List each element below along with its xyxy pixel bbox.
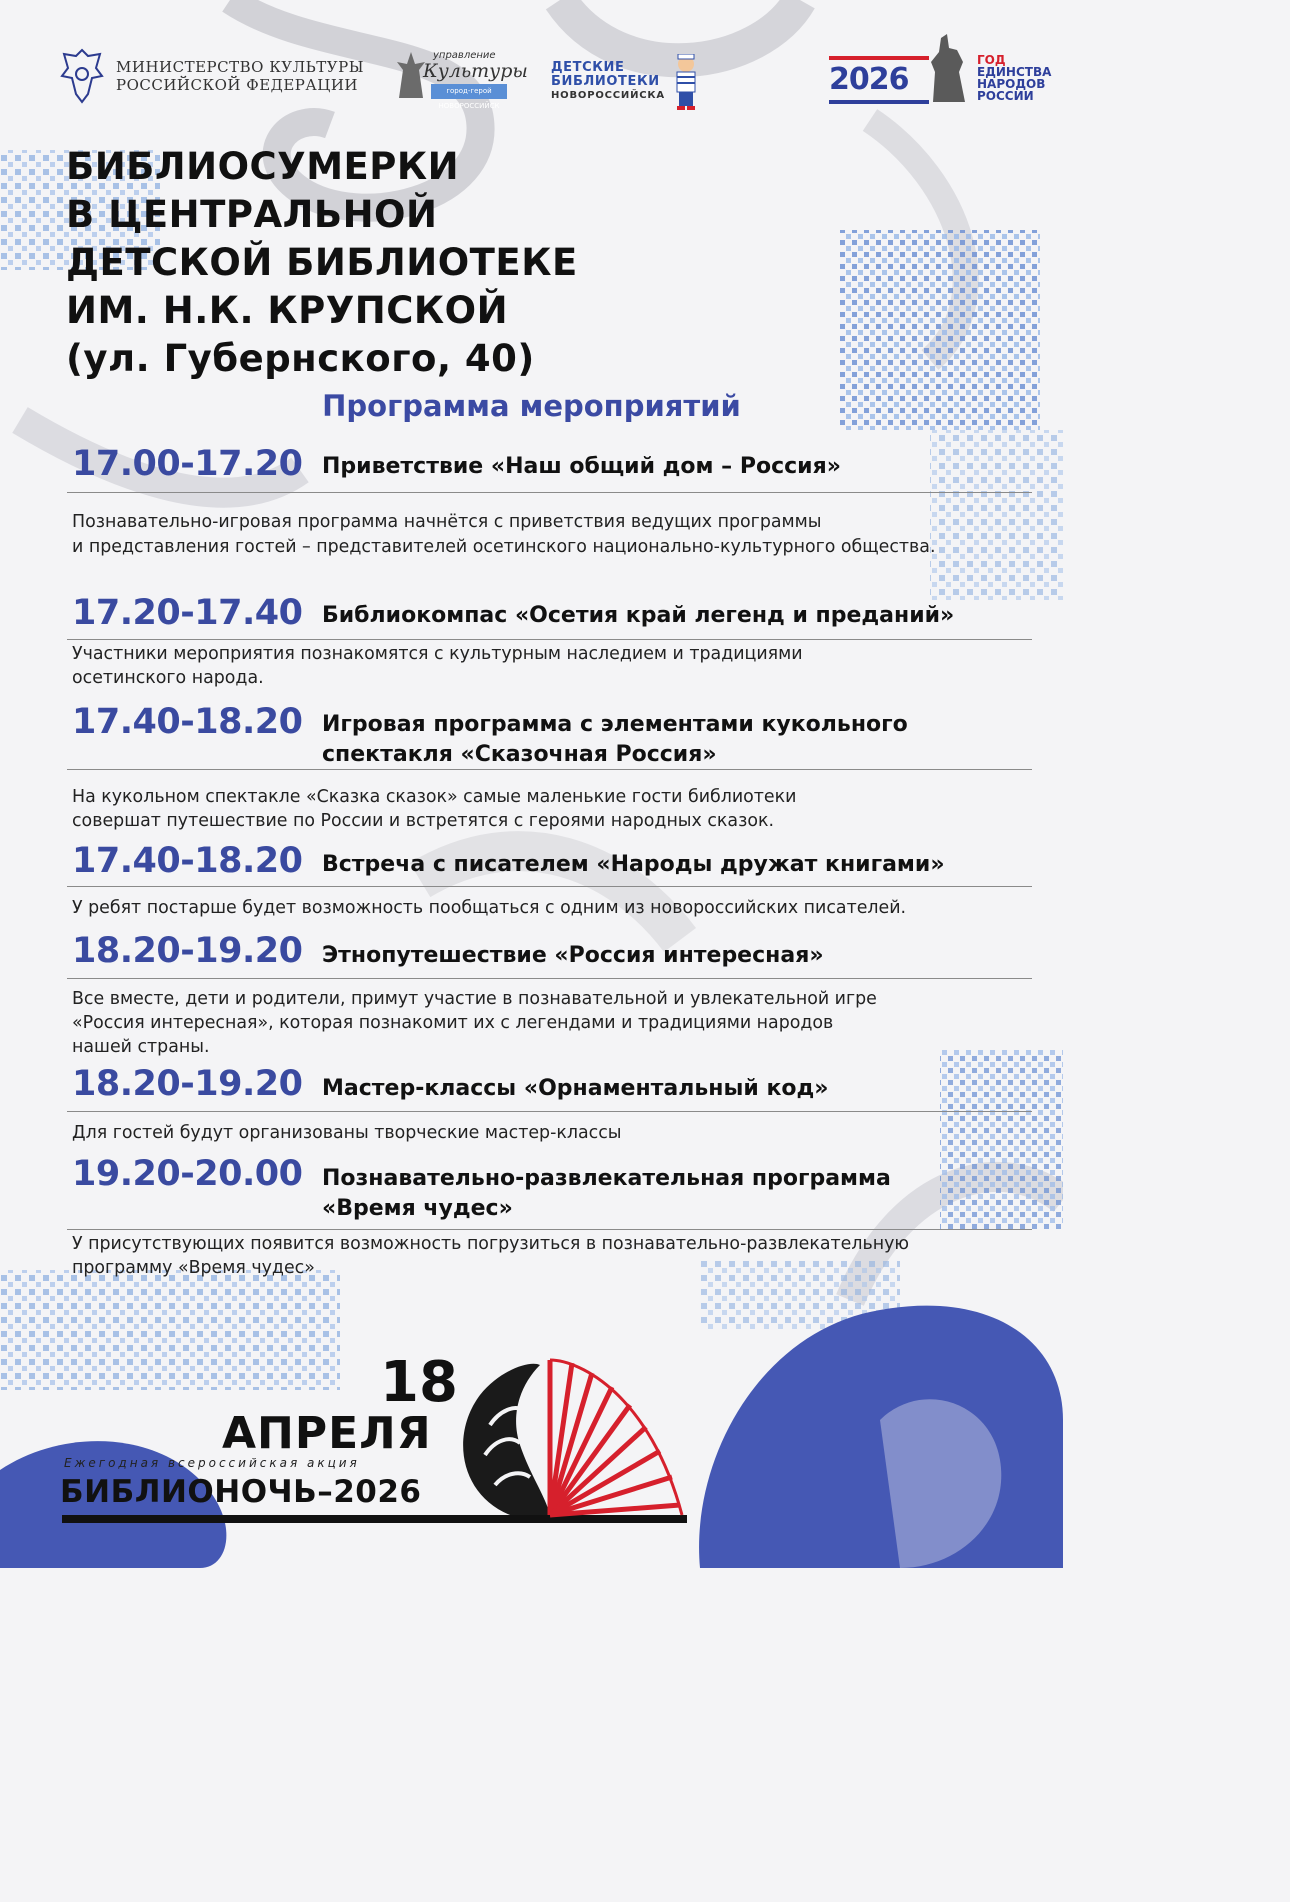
event-description: Участники мероприятия познакомятся с культурным наследием и традициями bbox=[72, 644, 803, 664]
divider bbox=[67, 978, 1032, 979]
title-line-2: В ЦЕНТРАЛЬНОЙ bbox=[66, 193, 438, 236]
event-description: Все вместе, дети и родители, примут участие в познавательной и увлекательной игре bbox=[72, 989, 877, 1009]
event-time: 17.00-17.20 bbox=[72, 444, 303, 484]
culture-dept-city: город-герой НОВОРОССИЙСК bbox=[431, 84, 507, 99]
event-title: Этнопутешествие «Россия интересная» bbox=[322, 943, 824, 968]
kids-libraries-logo bbox=[551, 54, 703, 110]
event-description: нашей страны. bbox=[72, 1037, 210, 1057]
kids-libraries-line-1: ДЕТСКИЕ bbox=[551, 60, 625, 75]
kids-libraries-line-3: НОВОРОССИЙСКА bbox=[551, 90, 665, 101]
event-description: Познавательно-игровая программа начнётся с приветствия ведущих программы bbox=[72, 512, 822, 532]
event-description: У ребят постарше будет возможность пообщаться с одним из новороссийских писателей. bbox=[72, 898, 907, 918]
biblionight-emblem-icon bbox=[450, 1355, 690, 1525]
event-title: Библиокомпас «Осетия край легенд и преданий» bbox=[322, 603, 955, 628]
event-title: Познавательно-развлекательная программа bbox=[322, 1166, 891, 1191]
event-description: и представления гостей – представителей осетинского национально-культурного общества. bbox=[72, 537, 936, 557]
culture-dept-prefix: управление bbox=[433, 50, 496, 61]
ministry-logo bbox=[58, 46, 364, 106]
event-title: Игровая программа с элементами кукольного bbox=[322, 712, 908, 737]
year-text bbox=[977, 54, 1051, 102]
event-description: На кукольном спектакле «Сказка сказок» самые маленькие гости библиотеки bbox=[72, 787, 797, 807]
ministry-line-1: МИНИСТЕРСТВО КУЛЬТУРЫ bbox=[116, 58, 364, 76]
event-title: «Время чудес» bbox=[322, 1196, 513, 1221]
blue-stripe bbox=[829, 100, 929, 104]
event-time: 19.20-20.00 bbox=[72, 1154, 303, 1194]
footer-action: Ежегодная всероссийская акция bbox=[64, 1456, 360, 1470]
divider bbox=[67, 769, 1032, 770]
event-time: 17.20-17.40 bbox=[72, 593, 303, 633]
year-number: 2026 bbox=[829, 62, 909, 97]
event-description: совершат путешествие по России и встретятся с героями народных сказок. bbox=[72, 811, 775, 831]
ministry-line-2: РОССИЙСКОЙ ФЕДЕРАЦИИ bbox=[116, 76, 358, 94]
divider bbox=[67, 1111, 1032, 1112]
event-description: «Россия интересная», которая познакомит их с легендами и традициями народов bbox=[72, 1013, 834, 1033]
footer-event-name: БИБЛИОНОЧЬ–2026 bbox=[60, 1474, 422, 1510]
event-title: Приветствие «Наш общий дом – Россия» bbox=[322, 454, 841, 479]
divider bbox=[67, 1229, 1032, 1230]
divider bbox=[67, 886, 1032, 887]
title-line-3: ДЕТСКОЙ БИБЛИОТЕКЕ bbox=[66, 241, 578, 284]
divider bbox=[67, 639, 1032, 640]
year-text-3: НАРОДОВ bbox=[977, 77, 1046, 91]
kids-libraries-line-2: БИБЛИОТЕКИ bbox=[551, 74, 660, 89]
sailor-boy-icon bbox=[669, 54, 703, 110]
event-description: программу «Время чудес» bbox=[72, 1258, 315, 1278]
year-of-unity-logo bbox=[829, 32, 1051, 108]
event-title: Мастер-классы «Орнаментальный код» bbox=[322, 1076, 829, 1101]
footer-month: АПРЕЛЯ bbox=[222, 1408, 432, 1459]
page-title bbox=[66, 143, 666, 383]
program-heading: Программа мероприятий bbox=[322, 389, 741, 423]
red-stripe bbox=[829, 56, 929, 60]
culture-dept-name: Культуры bbox=[423, 60, 528, 82]
year-text-1: ГОД bbox=[977, 53, 1006, 67]
event-time: 17.40-18.20 bbox=[72, 702, 303, 742]
event-description: У присутствующих появится возможность погрузиться в познавательно-развлекательную bbox=[72, 1234, 910, 1254]
event-time: 18.20-19.20 bbox=[72, 1064, 303, 1104]
monument-icon bbox=[925, 32, 973, 104]
event-time: 18.20-19.20 bbox=[72, 931, 303, 971]
culture-dept-logo bbox=[393, 50, 528, 110]
event-description: Для гостей будут организованы творческие мастер-классы bbox=[72, 1123, 622, 1143]
title-line-1: БИБЛИОСУМЕРКИ bbox=[66, 145, 460, 188]
year-text-2: ЕДИНСТВА bbox=[977, 65, 1052, 79]
footer-day: 18 bbox=[380, 1350, 458, 1415]
event-title: Встреча с писателем «Народы дружат книгами» bbox=[322, 852, 945, 877]
title-line-4: ИМ. Н.К. КРУПСКОЙ bbox=[66, 289, 509, 332]
eagle-emblem-icon bbox=[58, 46, 106, 106]
event-title: спектакля «Сказочная Россия» bbox=[322, 742, 717, 767]
year-text-4: РОССИИ bbox=[977, 89, 1034, 103]
divider bbox=[67, 492, 1032, 493]
event-time: 17.40-18.20 bbox=[72, 841, 303, 881]
title-line-5: (ул. Губернского, 40) bbox=[66, 337, 535, 380]
event-description: осетинского народа. bbox=[72, 668, 264, 688]
